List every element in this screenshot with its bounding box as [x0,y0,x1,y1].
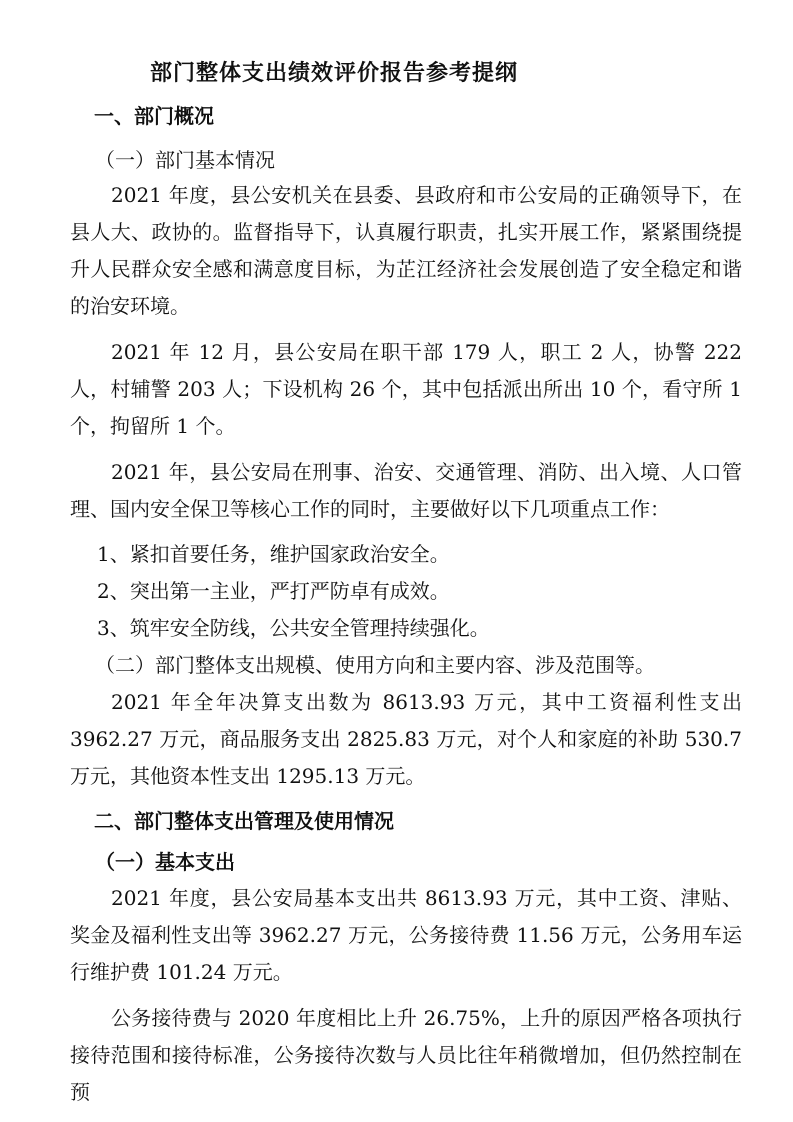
paragraph-basic-expenditure: 2021 年度，县公安局基本支出共 8613.93 万元，其中工资、津贴、奖金及福利性支出等 3962.27 万元，公务接待费 11.56 万元，公务用车运行维护费 101.24 万元。 [70,886,742,984]
document-title: 部门整体支出绩效评价报告参考提纲 [150,61,519,86]
list-item: 2、突出第一主业，严打严防卓有成效。 [97,579,450,603]
paragraph-reception-fee: 公务接待费与 2020 年度相比上升 26.75%，上升的原因严格各项执行接待范围和接待标准，公务接待次数与人员比往年稍微增加，但仍然控制在预 [70,1006,742,1104]
paragraph-overview: 2021 年度，县公安机关在县委、县政府和市公安局的正确领导下，在县人大、政协的。监督指导下，认真履行职责，扎实开展工作，紧紧围绕提升人民群众安全感和满意度目标，为芷江经济社会发展创造了安全稳定和谐的治安环境。 [70,183,742,318]
section-heading-2: 二、部门整体支出管理及使用情况 [94,809,394,833]
paragraph-expenditure-total: 2021 年全年决算支出数为 8613.93 万元，其中工资福利性支出 3962.27 万元，商品服务支出 2825.83 万元，对个人和家庭的补助 530.7 万元，其他资本性支出 1295.13 万元。 [70,690,742,788]
paragraph-key-work: 2021 年，县公安局在刑事、治安、交通管理、消防、出入境、人口管理、国内安全保卫等核心工作的同时，主要做好以下几项重点工作： [70,460,742,521]
paragraph-staffing: 2021 年 12 月，县公安局在职干部 179 人，职工 2 人，协警 222 人，村辅警 203 人；下设机构 26 个，其中包括派出所出 10 个，看守所 1 个，拘留所 1 个。 [70,340,742,438]
list-item: 3、筑牢安全防线，公共安全管理持续强化。 [97,616,490,640]
list-item: 1、紧扣首要任务，维护国家政治安全。 [97,542,450,566]
subheading-basic-expenditure: （一）基本支出 [95,850,235,874]
section-heading-1: 一、部门概况 [94,104,214,128]
subheading-expenditure-scale: （二）部门整体支出规模、使用方向和主要内容、涉及范围等。 [95,653,655,677]
subheading-basic-info: （一）部门基本情况 [95,148,275,172]
